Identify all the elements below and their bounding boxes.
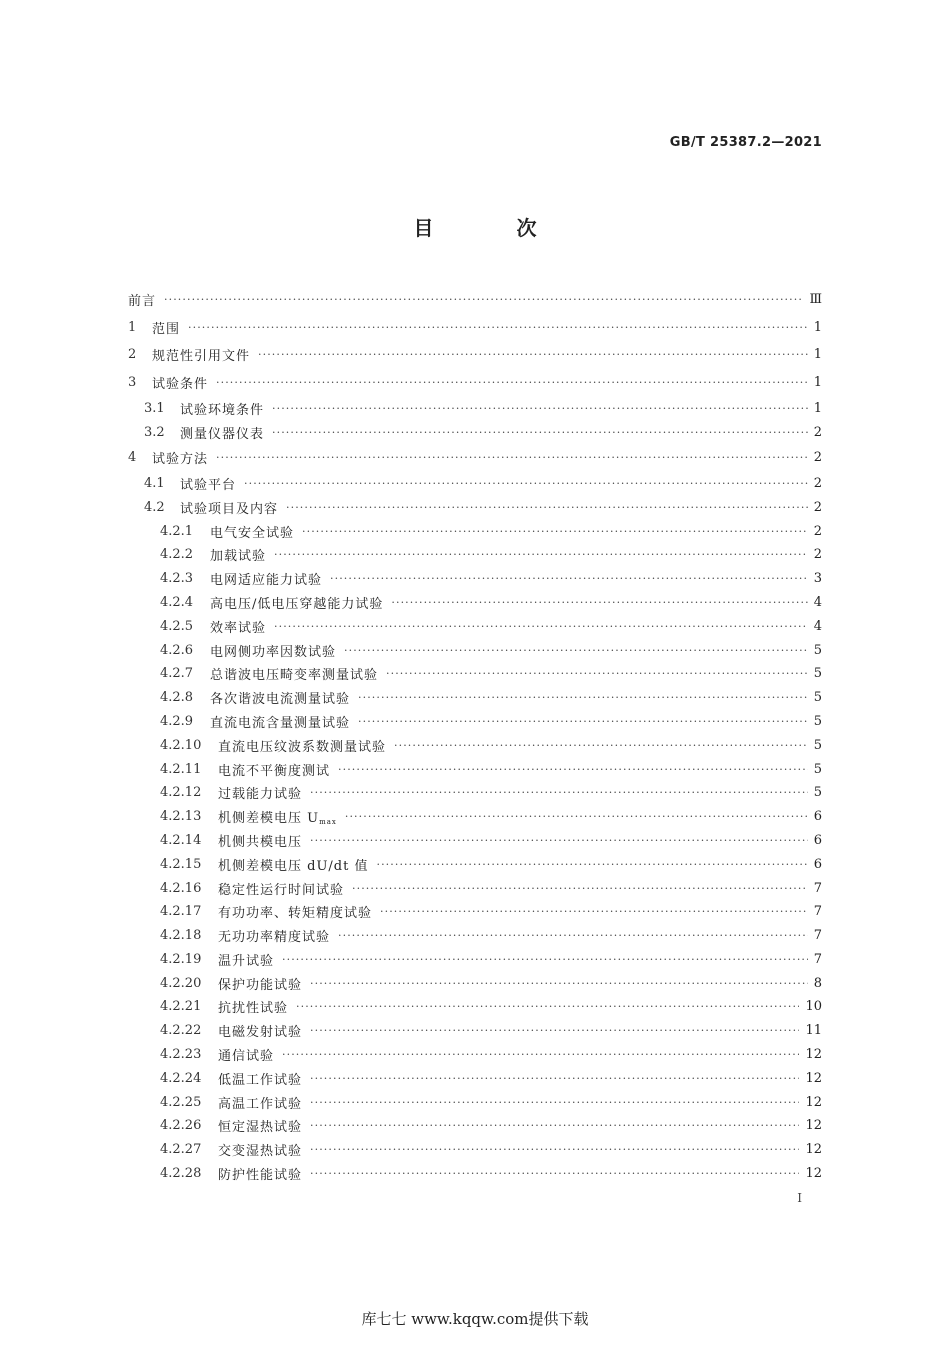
toc-leader-dots — [310, 1119, 799, 1132]
toc-entry-label-text: 有功功率、转矩精度试验 — [218, 906, 373, 922]
toc-entry-page: Ⅲ — [809, 292, 822, 308]
toc-entry-label-text: 通信试验 — [218, 1049, 275, 1065]
toc-entry[interactable] — [128, 396, 822, 420]
toc-entry-page: 11 — [805, 1023, 822, 1039]
toc-entry-number: 3.2 — [144, 424, 165, 440]
toc-leader-dots — [310, 1024, 799, 1037]
toc-entry-label — [218, 1069, 310, 1088]
toc-leader-dots — [216, 451, 808, 464]
toc-entry-number: 4.2.18 — [160, 928, 202, 944]
toc-entry-label — [210, 712, 358, 731]
toc-entry[interactable] — [128, 286, 822, 314]
toc-entry[interactable] — [128, 971, 822, 995]
toc-entry-label — [218, 926, 338, 945]
toc-entry-label — [152, 448, 216, 467]
toc-entry-label-text: 各次谐波电流测量试验 — [210, 692, 351, 708]
toc-entry[interactable] — [128, 781, 822, 805]
toc-entry-label — [210, 617, 274, 636]
toc-entry[interactable] — [128, 1114, 822, 1138]
toc-entry-page: 1 — [813, 319, 822, 335]
toc-entry[interactable] — [128, 341, 822, 369]
toc-entry[interactable] — [128, 314, 822, 342]
toc-entry-page: 7 — [813, 951, 822, 967]
toc-entry-page: 5 — [813, 713, 822, 729]
toc-entry-number: 4.2.9 — [160, 713, 194, 729]
toc-entry-number: 4.2.17 — [160, 904, 202, 920]
toc-entry-label — [210, 522, 302, 541]
toc-entry-label-text: 直流电流含量测量试验 — [210, 715, 351, 731]
toc-entry-page: 6 — [813, 832, 822, 848]
toc-entry-page: 12 — [805, 1094, 822, 1110]
toc-entry-page: 4 — [813, 618, 822, 634]
toc-entry-label — [180, 423, 272, 442]
toc-leader-dots — [216, 376, 808, 389]
toc-entry-label-text: 电磁发射试验 — [218, 1025, 303, 1041]
toc-entry-label — [218, 736, 394, 755]
toc-entry-number: 4.2.7 — [160, 666, 194, 682]
toc-entry-number: 4.2.6 — [160, 642, 194, 658]
toc-entry[interactable] — [128, 543, 822, 567]
toc-entry-page: 4 — [813, 594, 822, 610]
toc-entry-label — [128, 290, 164, 309]
toc-entry-label-text: 稳定性运行时间试验 — [218, 882, 345, 898]
toc-leader-dots — [272, 426, 808, 439]
toc-leader-dots — [282, 953, 808, 966]
toc-entry-label — [218, 974, 310, 993]
toc-entry-number: 4.2.24 — [160, 1070, 202, 1086]
toc-entry[interactable] — [128, 1162, 822, 1186]
toc-entry-label — [218, 879, 352, 898]
toc-entry[interactable] — [128, 1090, 822, 1114]
toc-entry-label — [152, 318, 188, 337]
toc-entry-page: 6 — [813, 856, 822, 872]
toc-entry[interactable] — [128, 829, 822, 853]
toc-entry-number: 4.2.5 — [160, 618, 194, 634]
toc-entry-label-text: 电气安全试验 — [210, 525, 295, 541]
toc-entry-label — [210, 569, 330, 588]
toc-leader-dots — [338, 929, 808, 942]
toc-entry-label-text: 交变湿热试验 — [218, 1144, 303, 1160]
toc-entry-label — [152, 345, 258, 364]
toc-leader-dots — [338, 763, 808, 776]
toc-leader-dots — [345, 810, 808, 823]
toc-leader-dots — [310, 834, 808, 847]
toc-entry-label-text: 电流不平衡度测试 — [218, 763, 331, 779]
toc-entry[interactable] — [128, 638, 822, 662]
toc-entry-number: 4.2.26 — [160, 1118, 202, 1134]
toc-entry-number: 1 — [128, 319, 137, 335]
toc-entry-label — [218, 1021, 310, 1040]
toc-entry-label — [180, 399, 272, 418]
toc-entry-page: 5 — [813, 690, 822, 706]
toc-entry[interactable] — [128, 900, 822, 924]
toc-entry-number: 4.2 — [144, 499, 165, 515]
toc-entry-label — [218, 783, 310, 802]
toc-entry-label-text: 高温工作试验 — [218, 1096, 303, 1112]
toc-leader-dots — [310, 977, 808, 990]
toc-entry-label-text: 试验项目及内容 — [180, 501, 279, 517]
toc-entry-page: 7 — [813, 928, 822, 944]
page-number: I — [797, 1191, 802, 1205]
toc-leader-dots — [272, 402, 808, 415]
toc-leader-dots — [310, 1143, 799, 1156]
footer-watermark: 库七七 www.kqqw.com提供下载 — [361, 1310, 589, 1328]
toc-leader-dots — [358, 715, 808, 728]
toc-entry-label-text: 效率试验 — [210, 620, 267, 636]
toc-entry-label-text: 规范性引用文件 — [152, 349, 251, 365]
toc-leader-dots — [302, 525, 808, 538]
toc-entry-label-text: 试验平台 — [180, 477, 237, 493]
toc-entry-page: 2 — [813, 475, 822, 491]
toc-entry-page: 12 — [805, 1142, 822, 1158]
toc-entry-label-text: 无功功率精度试验 — [218, 930, 331, 946]
toc-entry-label-text: 范围 — [152, 321, 181, 337]
toc-leader-dots — [274, 620, 808, 633]
toc-entry[interactable] — [128, 686, 822, 710]
toc-entry-label-text: 机侧差模电压 dU/dt 值 — [218, 858, 369, 874]
toc-entry-number: 2 — [128, 347, 137, 363]
toc-entry-label-text: 防护性能试验 — [218, 1168, 303, 1184]
toc-entry-number: 4.2.22 — [160, 1023, 202, 1039]
toc-entry-label-text: 试验条件 — [152, 377, 209, 393]
toc-entry-label — [210, 688, 358, 707]
toc-entry[interactable] — [128, 591, 822, 615]
toc-leader-dots — [352, 882, 808, 895]
standard-code: GB/T 25387.2—2021 — [669, 135, 822, 150]
toc-entry[interactable] — [128, 948, 822, 972]
toc-entry-label — [218, 1045, 282, 1064]
toc-entry-page: 7 — [813, 880, 822, 896]
toc-entry[interactable] — [128, 924, 822, 948]
toc-leader-dots — [310, 786, 808, 799]
toc-leader-dots — [386, 667, 808, 680]
toc-entry-number: 4.2.2 — [160, 547, 194, 563]
toc-entry-label-text: 总谐波电压畸变率测量试验 — [210, 668, 379, 684]
toc-entry-page: 3 — [813, 571, 822, 587]
toc-entry-label — [180, 474, 244, 493]
toc-entry-number: 4.2.16 — [160, 880, 202, 896]
toc-entry[interactable] — [128, 472, 822, 496]
toc-entry[interactable] — [128, 519, 822, 543]
toc-entry-number: 4.2.23 — [160, 1047, 202, 1063]
toc-entry-page: 6 — [813, 809, 822, 825]
toc-entry-number: 4.2.19 — [160, 951, 202, 967]
toc-entry-label-text: 机侧共模电压 — [218, 834, 303, 850]
toc-entry-label-text: 直流电压纹波系数测量试验 — [218, 739, 387, 755]
toc-entry-number: 4.1 — [144, 475, 165, 491]
toc-entry-label-text: 电网侧功率因数试验 — [210, 644, 337, 660]
toc-entry-label-text: 测量仪器仪表 — [180, 426, 265, 442]
toc-entry-label — [218, 1140, 310, 1159]
table-of-contents — [128, 286, 822, 1185]
toc-entry-page: 12 — [805, 1118, 822, 1134]
toc-entry-number: 4.2.4 — [160, 594, 194, 610]
toc-leader-dots — [310, 1167, 799, 1180]
toc-entry-label — [218, 902, 380, 921]
toc-leader-dots — [188, 321, 808, 334]
toc-entry-number: 4.2.13 — [160, 809, 202, 825]
toc-entry-label — [210, 664, 386, 683]
toc-entry-number: 4.2.11 — [160, 761, 202, 777]
toc-entry-label — [218, 1116, 310, 1135]
toc-entry[interactable] — [128, 369, 822, 397]
toc-entry[interactable] — [128, 1066, 822, 1090]
toc-entry[interactable] — [128, 852, 822, 876]
toc-entry-number: 4.2.20 — [160, 975, 202, 991]
toc-entry-label — [218, 760, 338, 779]
toc-entry-number: 4.2.8 — [160, 690, 194, 706]
toc-entry-label-text: 机侧差模电压 U — [218, 811, 320, 827]
toc-entry-label — [180, 498, 286, 517]
toc-entry-label-text: 抗扰性试验 — [218, 1001, 289, 1017]
toc-entry-label — [218, 1164, 310, 1183]
toc-entry-number: 4.2.25 — [160, 1094, 202, 1110]
toc-entry-page: 5 — [813, 737, 822, 753]
toc-leader-dots — [394, 739, 808, 752]
toc-entry[interactable] — [128, 662, 822, 686]
toc-entry-label-text: 试验方法 — [152, 452, 209, 468]
toc-entry-page: 5 — [813, 642, 822, 658]
toc-entry-page: 5 — [813, 761, 822, 777]
toc-entry[interactable] — [128, 710, 822, 734]
toc-leader-dots — [164, 293, 803, 306]
toc-entry-label-subscript: max — [319, 818, 337, 827]
toc-entry-label — [210, 641, 344, 660]
toc-entry-page: 12 — [805, 1070, 822, 1086]
toc-entry-number: 4.2.3 — [160, 571, 194, 587]
toc-entry-page: 10 — [805, 999, 822, 1015]
toc-leader-dots — [391, 596, 807, 609]
toc-leader-dots — [274, 548, 808, 561]
toc-entry-page: 2 — [813, 523, 822, 539]
toc-leader-dots — [310, 1096, 799, 1109]
toc-entry[interactable] — [128, 495, 822, 519]
toc-entry-label — [218, 997, 296, 1016]
toc-leader-dots — [244, 477, 808, 490]
toc-entry-number: 4.2.21 — [160, 999, 202, 1015]
toc-entry-number: 4.2.1 — [160, 523, 194, 539]
toc-entry-page: 1 — [813, 375, 822, 391]
toc-entry[interactable] — [128, 420, 822, 444]
toc-entry-label-text: 电网适应能力试验 — [210, 573, 323, 589]
toc-entry[interactable] — [128, 805, 822, 829]
toc-entry-label-text: 前言 — [128, 294, 157, 310]
toc-entry[interactable] — [128, 444, 822, 472]
toc-entry-label — [218, 950, 282, 969]
toc-entry-label — [218, 807, 345, 826]
toc-entry-label-text: 试验环境条件 — [180, 402, 265, 418]
toc-entry-label-text: 保护功能试验 — [218, 977, 303, 993]
toc-leader-dots — [286, 501, 808, 514]
toc-entry-number: 3 — [128, 375, 137, 391]
toc-entry-label — [218, 831, 310, 850]
toc-entry-label — [218, 855, 376, 874]
toc-entry-page: 12 — [805, 1166, 822, 1182]
toc-entry-label — [210, 545, 274, 564]
toc-entry-label-text: 温升试验 — [218, 953, 275, 969]
toc-entry-number: 4.2.15 — [160, 856, 202, 872]
toc-leader-dots — [380, 905, 808, 918]
toc-entry[interactable] — [128, 1043, 822, 1067]
toc-entry[interactable] — [128, 733, 822, 757]
toc-leader-dots — [310, 1072, 799, 1085]
toc-leader-dots — [296, 1000, 799, 1013]
toc-entry-page: 8 — [813, 975, 822, 991]
toc-entry-number: 4.2.12 — [160, 785, 202, 801]
toc-leader-dots — [330, 572, 808, 585]
toc-entry[interactable] — [128, 876, 822, 900]
toc-entry[interactable] — [128, 1138, 822, 1162]
toc-entry-page: 2 — [813, 499, 822, 515]
toc-leader-dots — [344, 644, 808, 657]
toc-entry-page: 5 — [813, 785, 822, 801]
toc-entry-number: 4.2.28 — [160, 1166, 202, 1182]
toc-entry[interactable] — [128, 1019, 822, 1043]
toc-entry-number: 4.2.10 — [160, 737, 202, 753]
toc-entry[interactable] — [128, 757, 822, 781]
toc-entry-page: 1 — [813, 400, 822, 416]
toc-entry-label-text: 加载试验 — [210, 549, 267, 565]
toc-entry-label-text: 低温工作试验 — [218, 1072, 303, 1088]
toc-entry-page: 12 — [805, 1047, 822, 1063]
toc-entry-page: 1 — [813, 347, 822, 363]
toc-entry-page: 2 — [813, 424, 822, 440]
page-title: 目 次 — [413, 216, 575, 240]
toc-entry-number: 4.2.14 — [160, 832, 202, 848]
toc-entry-page: 2 — [813, 450, 822, 466]
toc-entry-label-text: 高电压/低电压穿越能力试验 — [210, 596, 384, 612]
toc-leader-dots — [258, 348, 808, 361]
toc-leader-dots — [376, 858, 807, 871]
toc-leader-dots — [358, 691, 808, 704]
toc-entry-number: 3.1 — [144, 400, 165, 416]
toc-entry-label-text: 过载能力试验 — [218, 787, 303, 803]
toc-entry-label — [218, 1093, 310, 1112]
toc-entry-label-text: 恒定湿热试验 — [218, 1120, 303, 1136]
toc-entry-page: 7 — [813, 904, 822, 920]
toc-entry-page: 2 — [813, 547, 822, 563]
toc-entry[interactable] — [128, 614, 822, 638]
toc-entry-label — [152, 373, 216, 392]
toc-entry-number: 4 — [128, 450, 137, 466]
toc-leader-dots — [282, 1048, 799, 1061]
toc-entry-label — [210, 593, 391, 612]
toc-entry-page: 5 — [813, 666, 822, 682]
toc-entry[interactable] — [128, 567, 822, 591]
toc-entry-number: 4.2.27 — [160, 1142, 202, 1158]
toc-entry[interactable] — [128, 995, 822, 1019]
